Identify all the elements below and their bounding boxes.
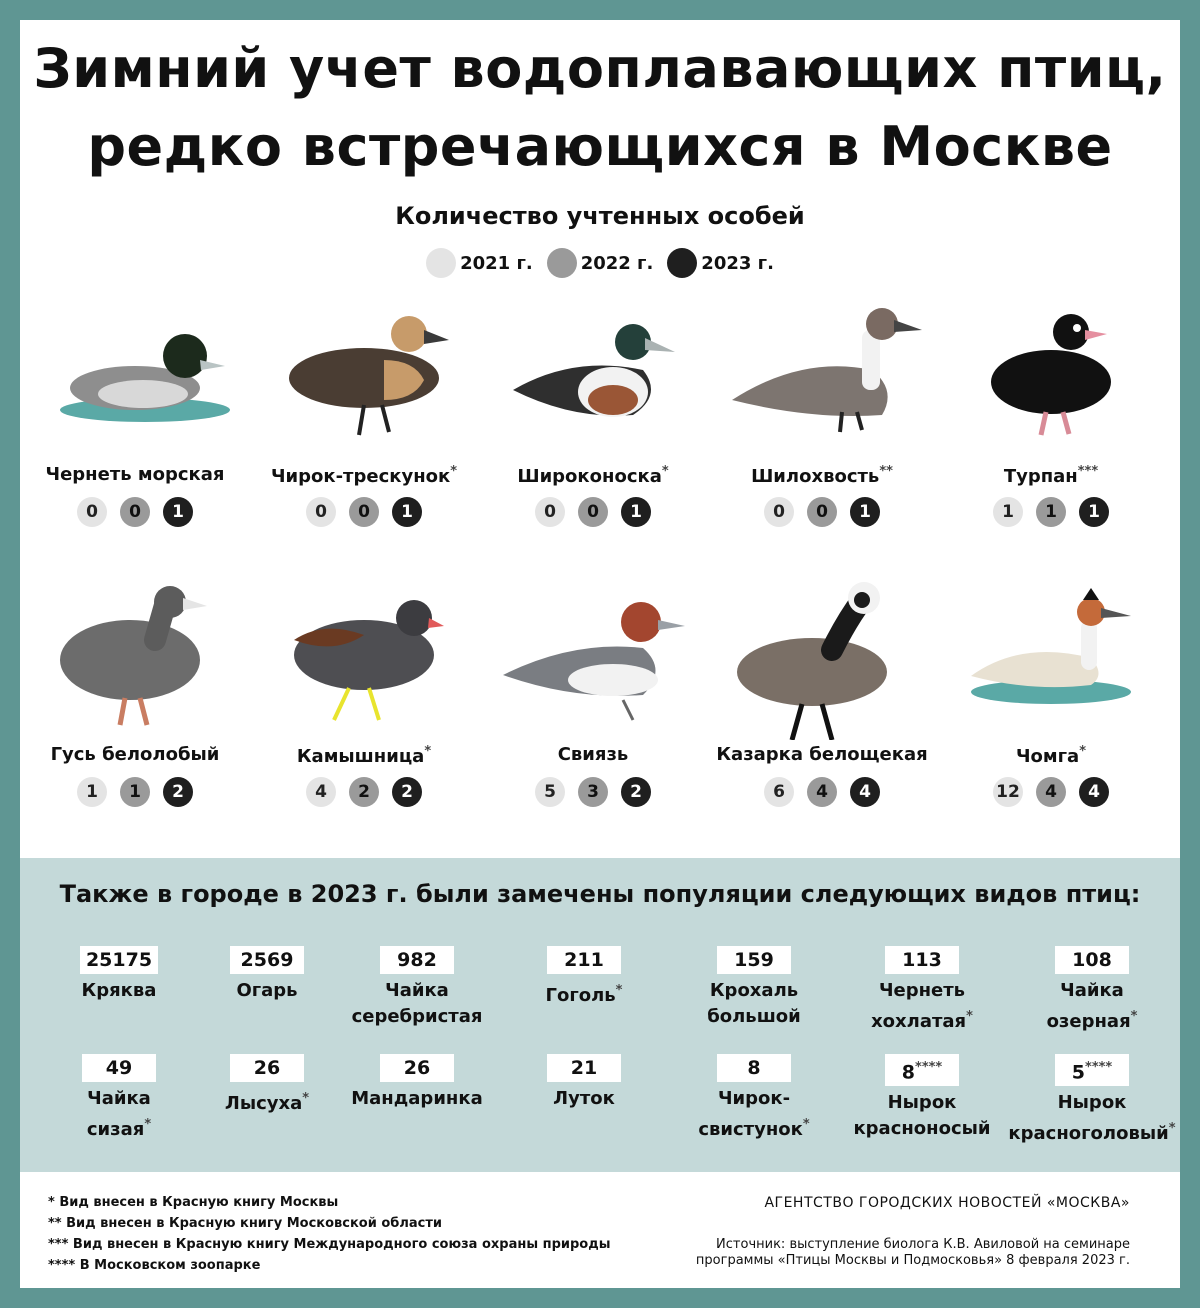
population-item	[1007, 946, 1177, 1035]
population-species-name	[182, 1086, 352, 1117]
legend-swatch-2023	[667, 248, 697, 278]
red-book-mark: *	[661, 464, 669, 479]
species-counts	[936, 497, 1166, 527]
species-card	[478, 580, 708, 820]
population-name-line: Чирок-	[717, 1088, 791, 1109]
page-title-line2: редко встречающихся в Москве	[87, 115, 1113, 178]
population-name-line: Мандаринка	[351, 1088, 483, 1109]
species-card	[20, 300, 250, 540]
red-book-mark: *	[966, 1009, 973, 1024]
population-name-line: сизая*	[86, 1117, 152, 1140]
population-species-name	[499, 1086, 669, 1112]
zoo-mark: ****	[1085, 1060, 1113, 1075]
count-2022: 4	[1036, 777, 1066, 807]
species-card	[249, 580, 479, 820]
population-species-name	[669, 1086, 839, 1143]
footnotes	[48, 1192, 611, 1276]
count-2021: 6	[764, 777, 794, 807]
red-book-mark: *	[450, 464, 458, 479]
species-counts	[20, 777, 250, 807]
population-name-line: Крохаль	[709, 980, 799, 1001]
red-book-mark: *	[144, 1117, 152, 1132]
population-item	[182, 946, 352, 1004]
chart-subtitle: Количество учтенных особей	[395, 202, 805, 230]
population-item	[499, 1054, 669, 1112]
population-count: 2569	[230, 946, 304, 974]
count-2023: 4	[1079, 777, 1109, 807]
population-count: 982	[380, 946, 454, 974]
population-name-line: Нырок	[1057, 1092, 1127, 1114]
count-2023: 2	[392, 777, 422, 807]
species-name: Турпан***	[1003, 464, 1099, 487]
species-name: Чомга*	[1016, 744, 1086, 767]
footnote-2: ** Вид внесен в Красную книгу Московской области	[48, 1216, 443, 1231]
red-book-mark: *	[1130, 1009, 1138, 1024]
wigeon-icon	[493, 580, 693, 740]
population-item	[837, 946, 1007, 1035]
species-counts	[936, 777, 1166, 807]
species-counts	[249, 497, 479, 527]
population-species-name	[1007, 1090, 1177, 1147]
population-species-name	[34, 1086, 204, 1143]
count-2023: 1	[1079, 497, 1109, 527]
species-counts	[478, 777, 708, 807]
population-species-name	[669, 978, 839, 1030]
species-card	[936, 300, 1166, 540]
legend-label-2021: 2021 г.	[460, 252, 533, 274]
count-2022: 1	[120, 777, 150, 807]
count-2023: 1	[850, 497, 880, 527]
count-2023: 4	[850, 777, 880, 807]
red-book-mark: *	[302, 1091, 310, 1106]
red-book-mark: ***	[1077, 464, 1099, 479]
moorhen-icon	[264, 580, 464, 740]
grebe-icon	[951, 580, 1151, 740]
population-species-name	[34, 978, 204, 1004]
population-count: 108	[1055, 946, 1129, 974]
species-name: Чирок-трескунок*	[270, 464, 458, 487]
count-2022: 1	[1036, 497, 1066, 527]
population-name-line: Чайка	[385, 980, 449, 1001]
population-count: 25175	[80, 946, 158, 974]
species-name: Широконоска*	[517, 464, 669, 487]
species-name: Камышница*	[296, 744, 432, 767]
population-name-line: Огарь	[236, 980, 298, 1001]
population-species-name	[1007, 978, 1177, 1035]
population-name-line: большой	[707, 1006, 801, 1027]
count-2022: 2	[349, 777, 379, 807]
population-species-name	[332, 978, 502, 1030]
agency-credit: АГЕНТСТВО ГОРОДСКИХ НОВОСТЕЙ «МОСКВА»	[764, 1195, 1130, 1211]
population-species-name	[837, 1090, 1007, 1142]
population-item	[332, 946, 502, 1030]
species-card	[20, 580, 250, 820]
species-name: Чернеть морская	[45, 464, 225, 485]
populations-panel	[20, 858, 1180, 1172]
population-species-name	[332, 1086, 502, 1112]
species-card	[707, 300, 937, 540]
population-count: 211	[547, 946, 621, 974]
zoo-mark: ****	[915, 1060, 943, 1075]
population-item	[34, 946, 204, 1004]
red-book-mark: *	[615, 983, 623, 998]
count-2022: 0	[578, 497, 608, 527]
white-fronted-goose-icon	[35, 580, 235, 740]
species-card	[936, 580, 1166, 820]
count-2023: 1	[621, 497, 651, 527]
population-count: 26	[230, 1054, 304, 1082]
greater-scaup-icon	[35, 300, 235, 460]
population-name-line: красноносый	[853, 1118, 991, 1140]
scoter-icon	[951, 300, 1151, 460]
red-book-mark: *	[1079, 744, 1086, 759]
count-2021: 1	[77, 777, 107, 807]
count-2021: 0	[306, 497, 336, 527]
red-book-mark: *	[1168, 1121, 1176, 1137]
count-2022: 3	[578, 777, 608, 807]
population-name-line: Лысуха*	[224, 1091, 310, 1114]
legend-label-2022: 2022 г.	[580, 252, 654, 274]
footnote-1: * Вид внесен в Красную книгу Москвы	[48, 1195, 339, 1210]
count-2022: 4	[807, 777, 837, 807]
population-name-line: Гоголь*	[545, 983, 623, 1006]
population-item	[182, 1054, 352, 1117]
population-count: 159	[717, 946, 791, 974]
species-counts	[478, 497, 708, 527]
species-counts	[20, 497, 250, 527]
count-2023: 1	[392, 497, 422, 527]
page-title-line1: Зимний учет водоплавающих птиц,	[33, 37, 1167, 100]
population-name-line: озерная*	[1046, 1009, 1138, 1032]
legend-swatch-2022	[547, 248, 577, 278]
population-count: 113	[885, 946, 959, 974]
pintail-icon	[722, 300, 922, 460]
red-book-mark: *	[802, 1117, 810, 1132]
population-name-line: красноголовый*	[1008, 1121, 1176, 1145]
population-name-line: Нырок	[887, 1092, 957, 1114]
count-2022: 0	[807, 497, 837, 527]
population-item	[1007, 1054, 1177, 1147]
population-item	[837, 1054, 1007, 1142]
legend-item-2022	[547, 248, 654, 278]
count-2021: 0	[77, 497, 107, 527]
count-2022: 0	[120, 497, 150, 527]
barnacle-goose-icon	[722, 580, 922, 740]
population-item	[669, 1054, 839, 1143]
population-count: 21	[547, 1054, 621, 1082]
count-2021: 1	[993, 497, 1023, 527]
species-counts	[707, 777, 937, 807]
legend-item-2021	[426, 248, 533, 278]
species-name: Свиязь	[557, 744, 629, 765]
count-2021: 5	[535, 777, 565, 807]
population-name-line: Чайка	[87, 1088, 151, 1109]
red-book-mark: *	[424, 744, 432, 759]
source-line-1: Источник: выступление биолога К.В. Авиловой на семинаре	[716, 1237, 1130, 1252]
garganey-icon	[264, 300, 464, 460]
red-book-mark: **	[879, 464, 893, 479]
population-item	[34, 1054, 204, 1143]
population-name-line: Чернеть	[878, 980, 966, 1001]
population-count: 26	[380, 1054, 454, 1082]
populations-title: Также в городе в 2023 г. были замечены популяции следующих видов птиц:	[59, 880, 1141, 908]
population-item	[669, 946, 839, 1030]
source-note	[696, 1237, 1130, 1269]
legend-label-2023: 2023 г.	[701, 252, 774, 274]
shoveler-icon	[493, 300, 693, 460]
count-2021: 4	[306, 777, 336, 807]
species-card	[707, 580, 937, 820]
population-species-name	[837, 978, 1007, 1035]
footnote-4: **** В Московском зоопарке	[48, 1258, 261, 1273]
species-name: Шилохвость**	[751, 464, 893, 487]
species-card	[249, 300, 479, 540]
source-line-2: программы «Птицы Москвы и Подмосковья» 8 февраля 2023 г.	[695, 1253, 1130, 1268]
population-count: 8	[717, 1054, 791, 1082]
species-card	[478, 300, 708, 540]
population-name-line: Кряква	[81, 980, 157, 1001]
population-item	[332, 1054, 502, 1112]
legend-item-2023	[667, 248, 774, 278]
species-name: Гусь белолобый	[50, 744, 220, 765]
count-2023: 1	[163, 497, 193, 527]
population-count: 5****	[1055, 1054, 1129, 1086]
population-name-line: хохлатая*	[871, 1009, 973, 1032]
infographic-frame	[20, 20, 1180, 1288]
population-count: 8****	[885, 1054, 959, 1086]
population-item	[499, 946, 669, 1009]
footnote-3: *** Вид внесен в Красную книгу Международного союза охраны природы	[48, 1237, 611, 1252]
legend-swatch-2021	[426, 248, 456, 278]
count-2022: 0	[349, 497, 379, 527]
population-name-line: свистунок*	[698, 1117, 810, 1140]
count-2021: 0	[535, 497, 565, 527]
species-counts	[707, 497, 937, 527]
population-species-name	[499, 978, 669, 1009]
species-name: Казарка белощекая	[716, 744, 928, 765]
count-2021: 12	[993, 777, 1023, 807]
count-2021: 0	[764, 497, 794, 527]
count-2023: 2	[621, 777, 651, 807]
population-name-line: Луток	[553, 1088, 615, 1109]
population-name-line: Чайка	[1060, 980, 1124, 1001]
population-count: 49	[82, 1054, 156, 1082]
count-2023: 2	[163, 777, 193, 807]
species-counts	[249, 777, 479, 807]
legend	[20, 248, 1180, 278]
population-species-name	[182, 978, 352, 1004]
population-name-line: серебристая	[351, 1006, 483, 1027]
